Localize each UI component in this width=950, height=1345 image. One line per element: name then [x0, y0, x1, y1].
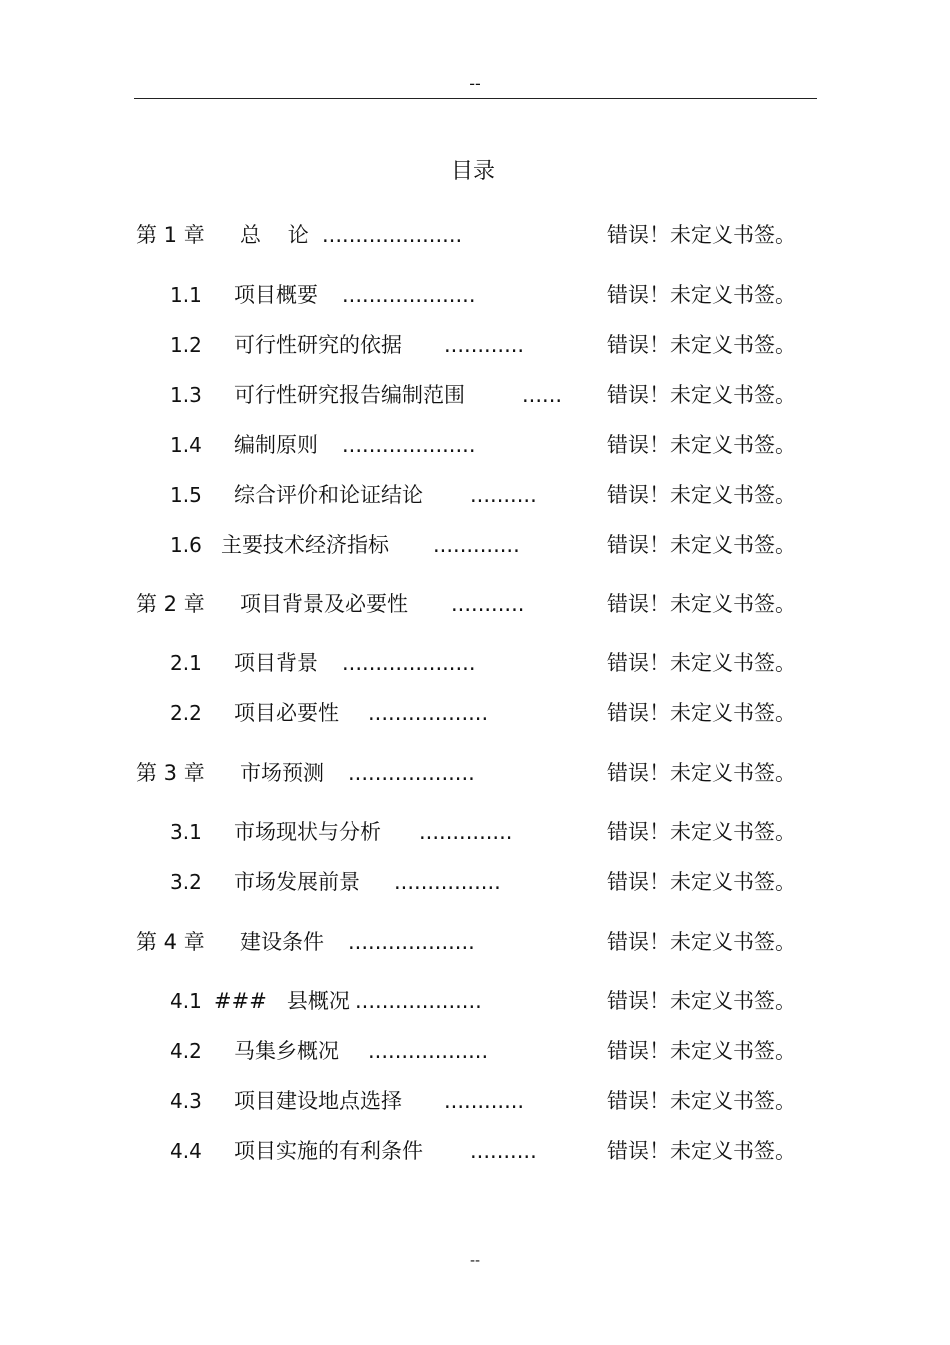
- toc-entry-number: 1.6: [170, 533, 202, 557]
- page-header-mark: --: [469, 74, 481, 93]
- toc-leader-dots: ...........: [451, 592, 525, 616]
- toc-leader-dots: ....................: [342, 283, 476, 307]
- toc-leader-dots: .....................: [322, 223, 463, 247]
- toc-page-reference: 错误！未定义书签。: [607, 930, 796, 954]
- toc-page-reference: 错误！未定义书签。: [607, 223, 796, 247]
- toc-leader-dots: ....................: [342, 433, 476, 457]
- toc-entry-title: 综合评价和论证结论: [234, 483, 423, 507]
- toc-page-reference: 错误！未定义书签。: [607, 989, 796, 1013]
- toc-entry-1-2[interactable]: [0, 330, 950, 360]
- toc-entry-number: 第 1 章: [136, 223, 205, 247]
- toc-page-reference: 错误！未定义书签。: [607, 533, 796, 557]
- toc-entry-number: 1.1: [170, 283, 202, 307]
- toc-entry-title: 总 论: [240, 223, 309, 247]
- toc-page-reference: 错误！未定义书签。: [607, 483, 796, 507]
- toc-entry-4-3[interactable]: [0, 1086, 950, 1116]
- toc-page-reference: 错误！未定义书签。: [607, 701, 796, 725]
- toc-entry-number: 1.5: [170, 483, 202, 507]
- toc-page-reference: 错误！未定义书签。: [607, 383, 796, 407]
- toc-page-reference: 错误！未定义书签。: [607, 1039, 796, 1063]
- toc-entry-1-4[interactable]: [0, 430, 950, 460]
- toc-leader-dots: ............: [444, 1089, 525, 1113]
- toc-entry-title: 市场发展前景: [234, 870, 360, 894]
- toc-entry-number: 4.1: [170, 989, 202, 1013]
- toc-page-reference: 错误！未定义书签。: [607, 333, 796, 357]
- toc-page-reference: 错误！未定义书签。: [607, 1139, 796, 1163]
- toc-entry-title: 马集乡概况: [234, 1039, 339, 1063]
- toc-entry-4-4[interactable]: [0, 1136, 950, 1166]
- toc-leader-dots: ...................: [348, 930, 475, 954]
- toc-leader-dots: ..............: [419, 820, 513, 844]
- toc-entry-number: 3.2: [170, 870, 202, 894]
- toc-entry-title: 项目背景及必要性: [240, 592, 408, 616]
- toc-entry-number: 2.2: [170, 701, 202, 725]
- toc-entry-number: 1.3: [170, 383, 202, 407]
- page-footer-mark: --: [469, 1253, 481, 1269]
- toc-leader-dots: ..........: [470, 1139, 537, 1163]
- toc-page-reference: 错误！未定义书签。: [607, 820, 796, 844]
- toc-entry-title: 市场预测: [240, 761, 324, 785]
- toc-entry-title: 项目必要性: [234, 701, 339, 725]
- toc-entry-title: 可行性研究的依据: [234, 333, 402, 357]
- toc-entry-3-1[interactable]: [0, 817, 950, 847]
- toc-entry-title: 编制原则: [234, 433, 318, 457]
- toc-entry-title: 建设条件: [240, 930, 324, 954]
- toc-page-reference: 错误！未定义书签。: [607, 761, 796, 785]
- toc-entry-title: 主要技术经济指标: [221, 533, 389, 557]
- toc-page-reference: 错误！未定义书签。: [607, 283, 796, 307]
- toc-leader-dots: ....................: [342, 651, 476, 675]
- toc-leader-dots: ...................: [348, 761, 475, 785]
- toc-entry-title: ### 县概况: [214, 989, 350, 1013]
- toc-page-reference: 错误！未定义书签。: [607, 651, 796, 675]
- toc-page-reference: 错误！未定义书签。: [607, 433, 796, 457]
- toc-entry-chapter-3[interactable]: [0, 758, 950, 788]
- toc-entry-1-6[interactable]: [0, 530, 950, 560]
- toc-entry-number: 4.3: [170, 1089, 202, 1113]
- toc-leader-dots: .............: [433, 533, 520, 557]
- toc-title: 目录: [450, 159, 495, 184]
- toc-leader-dots: ............: [444, 333, 525, 357]
- toc-leader-dots: ..........: [470, 483, 537, 507]
- toc-entry-1-5[interactable]: [0, 480, 950, 510]
- toc-leader-dots: ..................: [368, 1039, 489, 1063]
- toc-leader-dots: ...................: [355, 989, 482, 1013]
- toc-entry-1-1[interactable]: [0, 280, 950, 310]
- toc-entry-2-1[interactable]: [0, 648, 950, 678]
- toc-entry-number: 第 3 章: [136, 761, 205, 785]
- toc-leader-dots: ................: [394, 870, 501, 894]
- toc-leader-dots: ......: [522, 383, 563, 407]
- toc-entry-3-2[interactable]: [0, 867, 950, 897]
- toc-entry-title: 项目背景: [234, 651, 318, 675]
- toc-leader-dots: ..................: [368, 701, 489, 725]
- toc-entry-title: 可行性研究报告编制范围: [234, 383, 465, 407]
- toc-entry-number: 第 2 章: [136, 592, 205, 616]
- toc-entry-title: 市场现状与分析: [234, 820, 381, 844]
- toc-entry-title: 项目建设地点选择: [234, 1089, 402, 1113]
- toc-entry-4-2[interactable]: [0, 1036, 950, 1066]
- toc-entry-2-2[interactable]: [0, 698, 950, 728]
- toc-entry-number: 3.1: [170, 820, 202, 844]
- toc-entry-number: 2.1: [170, 651, 202, 675]
- toc-entry-number: 第 4 章: [136, 930, 205, 954]
- toc-page-reference: 错误！未定义书签。: [607, 592, 796, 616]
- toc-entry-number: 1.2: [170, 333, 202, 357]
- toc-entry-chapter-2[interactable]: [0, 589, 950, 619]
- toc-page-reference: 错误！未定义书签。: [607, 870, 796, 894]
- toc-entry-chapter-1[interactable]: [0, 220, 950, 250]
- toc-entry-1-3[interactable]: [0, 380, 950, 410]
- toc-entry-4-1[interactable]: [0, 986, 950, 1016]
- toc-entry-title: 项目概要: [234, 283, 318, 307]
- toc-entry-title: 项目实施的有利条件: [234, 1139, 423, 1163]
- toc-page-reference: 错误！未定义书签。: [607, 1089, 796, 1113]
- toc-entry-number: 1.4: [170, 433, 202, 457]
- toc-entry-number: 4.2: [170, 1039, 202, 1063]
- toc-entry-number: 4.4: [170, 1139, 202, 1163]
- toc-entry-chapter-4[interactable]: [0, 927, 950, 957]
